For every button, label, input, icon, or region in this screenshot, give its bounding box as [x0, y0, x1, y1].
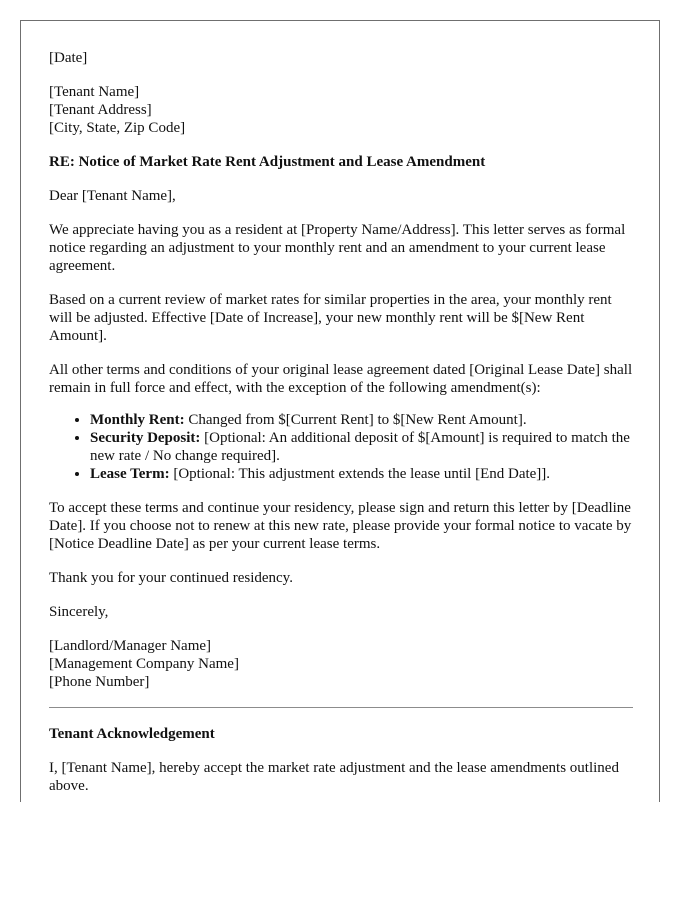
- amendments-list: [49, 411, 634, 483]
- rent-adjustment-paragraph: Based on a current review of market rates for similar properties in the area, your monthly rent will be adjusted. Effective [Date of Increase], your new monthly rent will be $[New Rent Amount].: [49, 292, 612, 344]
- amendment-text: [Optional: This adjustment extends the lease until [End Date]].: [169, 466, 551, 482]
- phone-number: [Phone Number]: [49, 674, 150, 690]
- valediction: Sincerely,: [49, 604, 109, 620]
- amendment-monthly-rent: [90, 411, 634, 429]
- manager-name: [Landlord/Manager Name]: [49, 638, 212, 654]
- tenant-city-state-zip: [City, State, Zip Code]: [49, 120, 186, 136]
- signature-block: [49, 637, 634, 691]
- intro-paragraph: We appreciate having you as a resident at [Property Name/Address]. This letter serves as formal notice regarding an adjustment to your monthly rent and an amendment to your current lease agreement.: [49, 222, 626, 274]
- letter-page: [20, 20, 660, 802]
- acceptance-paragraph: To accept these terms and continue your residency, please sign and return this letter by [Deadline Date]. If you choose not to renew at this new rate, please provide your formal notice to vacate by [Notice Deadline Date] as per your current lease terms.: [49, 500, 632, 552]
- company-name: [Management Company Name]: [49, 656, 239, 672]
- amendment-text: Changed from $[Current Rent] to $[New Rent Amount].: [184, 412, 527, 428]
- tenant-address: [Tenant Address]: [49, 102, 152, 118]
- acknowledgement-title: Tenant Acknowledgement: [49, 726, 215, 742]
- salutation: Dear [Tenant Name],: [49, 188, 176, 204]
- letter-content: [49, 49, 634, 802]
- letter-subject: RE: Notice of Market Rate Rent Adjustment and Lease Amendment: [49, 154, 486, 170]
- amendment-label: Security Deposit:: [90, 430, 201, 446]
- acknowledgement-text: I, [Tenant Name], hereby accept the market rate adjustment and the lease amendments outlined above.: [49, 760, 619, 794]
- section-divider: [49, 707, 633, 708]
- amendment-label: Monthly Rent:: [90, 412, 185, 428]
- amendment-text: [Optional: An additional deposit of $[Amount] is required to match the new rate / No change required].: [90, 430, 630, 464]
- thank-you-paragraph: Thank you for your continued residency.: [49, 570, 293, 586]
- tenant-address-block: [49, 83, 634, 137]
- letter-date: [Date]: [49, 50, 88, 66]
- amendment-lease-term: [90, 465, 634, 483]
- amendment-security-deposit: [90, 429, 634, 465]
- amendment-label: Lease Term:: [90, 466, 170, 482]
- lease-terms-paragraph: All other terms and conditions of your original lease agreement dated [Original Lease Date] shall remain in full force and effect, with the exception of the following amendment(s):: [49, 362, 633, 396]
- tenant-name: [Tenant Name]: [49, 84, 140, 100]
